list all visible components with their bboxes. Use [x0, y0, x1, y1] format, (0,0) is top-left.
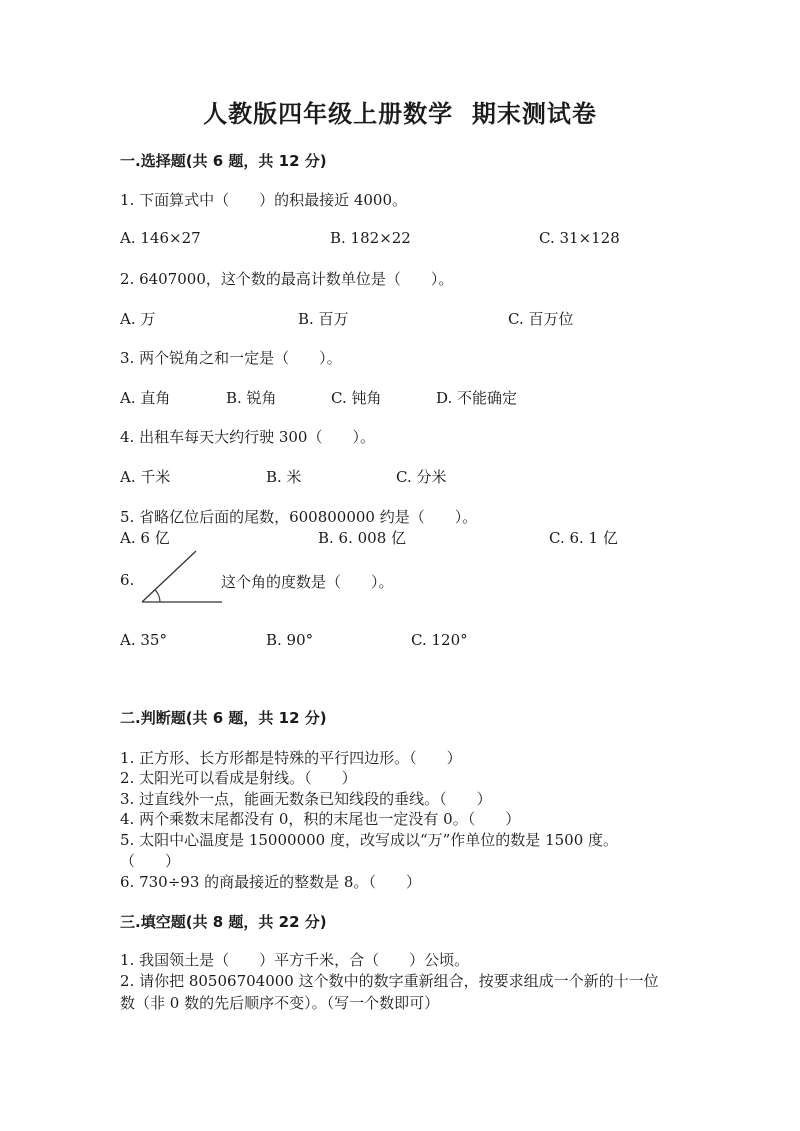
fill-in-item: 2. 请你把 80506704000 这个数中的数字重新组合，按要求组成一个新的十一位: [120, 972, 659, 990]
judgment-item-continuation: （ ）: [120, 852, 181, 870]
option: C. 分米: [396, 468, 447, 486]
section-heading-choice: 一.选择题(共 6 题，共 12 分): [120, 152, 327, 170]
angle-arc: [155, 590, 160, 602]
option: D. 不能确定: [436, 389, 518, 407]
option: A. 千米: [120, 468, 171, 486]
option: B. 6. 008 亿: [318, 529, 407, 547]
option: A. 万: [120, 310, 156, 328]
option: B. 锐角: [226, 389, 277, 407]
fill-in-item-continuation: 数（非 0 数的先后顺序不变）。（写一个数即可）: [120, 994, 440, 1012]
question-number: 6.: [120, 571, 135, 589]
fill-in-item: 1. 我国领土是（ ）平方千米，合（ ）公顷。: [120, 951, 470, 969]
option: B. 90°: [266, 631, 314, 649]
judgment-item: 3. 过直线外一点，能画无数条已知线段的垂线。（ ）: [120, 790, 492, 808]
section-heading-fill-in: 三.填空题(共 8 题，共 22 分): [120, 913, 327, 931]
question-stem: 5. 省略亿位后面的尾数，600800000 约是（ ）。: [120, 508, 478, 526]
section-heading-judgment: 二.判断题(共 6 题，共 12 分): [120, 709, 327, 727]
option: A. 146×27: [120, 229, 201, 247]
question-stem: 2. 6407000，这个数的最高计数单位是（ ）。: [120, 270, 454, 288]
option: B. 182×22: [330, 229, 411, 247]
judgment-item: 4. 两个乘数末尾都没有 0，积的末尾也一定没有 0。（ ）: [120, 810, 521, 828]
question-stem: 1. 下面算式中（ ）的积最接近 4000。: [120, 191, 408, 209]
option: B. 百万: [298, 310, 349, 328]
judgment-item: 1. 正方形、长方形都是特殊的平行四边形。（ ）: [120, 749, 462, 767]
option: C. 钝角: [331, 389, 382, 407]
judgment-item: 2. 太阳光可以看成是射线。（ ）: [120, 769, 357, 787]
option: C. 百万位: [508, 310, 574, 328]
judgment-item: 6. 730÷93 的商最接近的整数是 8。（ ）: [120, 873, 421, 891]
option: C. 6. 1 亿: [549, 529, 618, 547]
option: C. 31×128: [539, 229, 620, 247]
angle-figure: [138, 549, 228, 607]
question-stem: 4. 出租车每天大约行驶 300（ ）。: [120, 428, 375, 446]
option: A. 6 亿: [120, 529, 170, 547]
angle-side-slanted: [142, 551, 196, 602]
option: C. 120°: [411, 631, 468, 649]
option: B. 米: [266, 468, 302, 486]
page-title: 人教版四年级上册数学 期末测试卷: [203, 99, 597, 128]
question-stem: 3. 两个锐角之和一定是（ ）。: [120, 349, 342, 367]
judgment-item: 5. 太阳中心温度是 15000000 度，改写成以“万”作单位的数是 1500 度。: [120, 831, 619, 849]
option: A. 35°: [120, 631, 167, 649]
option: A. 直角: [120, 389, 171, 407]
question-stem: 这个角的度数是（ ）。: [221, 573, 394, 591]
